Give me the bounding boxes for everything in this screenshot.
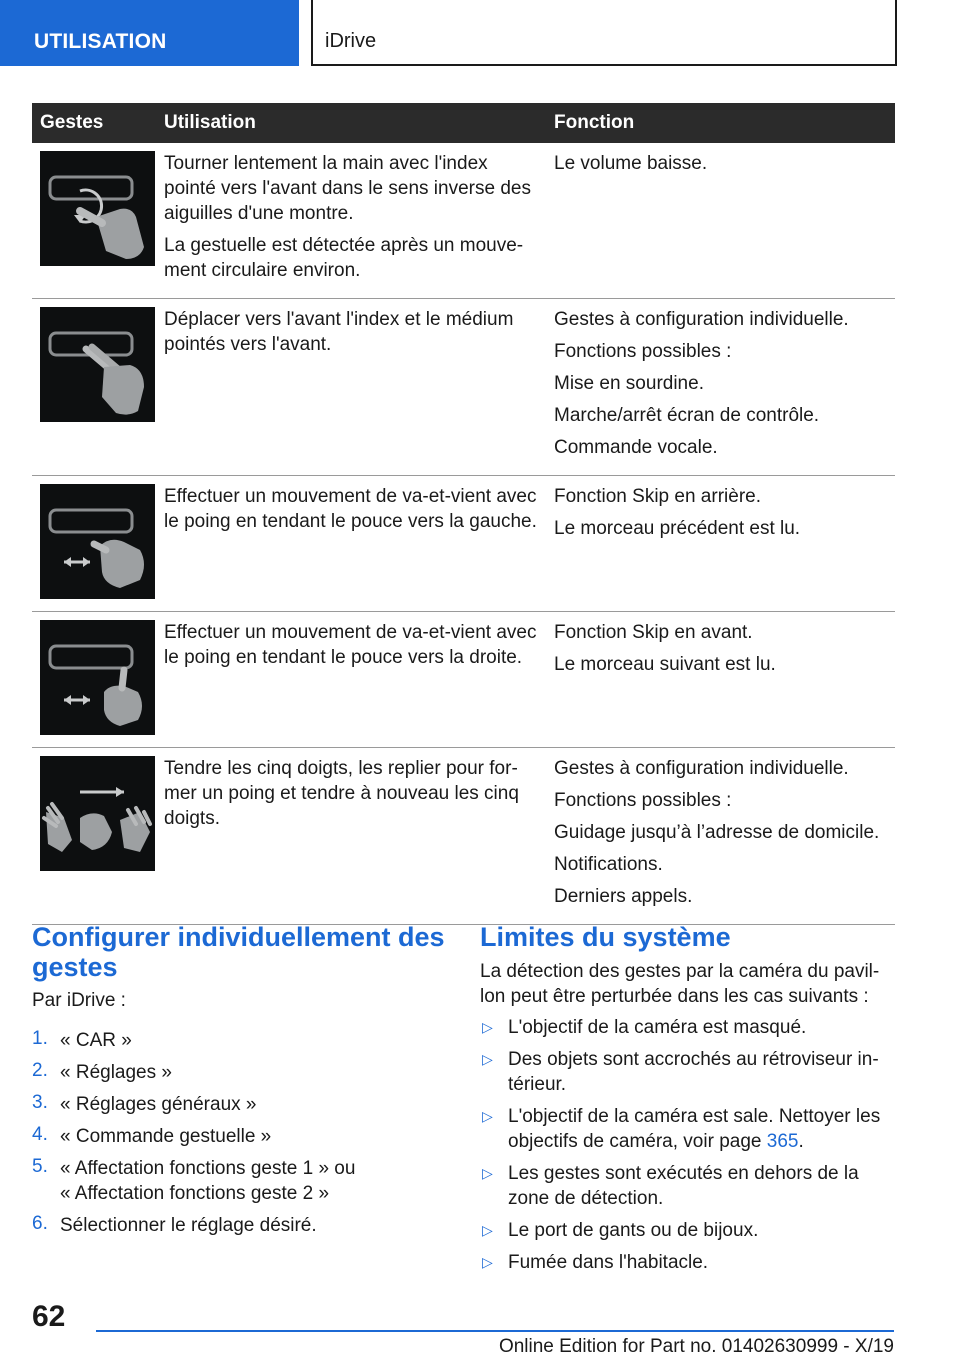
function-text: Le volume baisse. bbox=[554, 153, 708, 174]
function-cell bbox=[546, 612, 895, 748]
usage-cell bbox=[156, 476, 546, 612]
bullet-triangle-icon: ▷ bbox=[482, 1254, 493, 1270]
function-text: Fonctions possibles : bbox=[554, 790, 732, 811]
column-header-utilisation: Utilisation bbox=[156, 103, 546, 143]
chapter-tab bbox=[311, 0, 897, 66]
column-header-gestes: Gestes bbox=[32, 103, 156, 143]
function-text: Gestes à configuration individuelle. bbox=[554, 758, 849, 779]
bullet-triangle-icon: ▷ bbox=[482, 1222, 493, 1238]
limits-item bbox=[508, 1129, 804, 1154]
section-tab bbox=[0, 0, 299, 66]
limits-item: L'objectif de la caméra est sale. Nettoyer les bbox=[508, 1106, 881, 1127]
limits-item-text: . bbox=[798, 1131, 804, 1152]
footer-divider bbox=[96, 1330, 894, 1332]
step-number: 3. bbox=[32, 1092, 48, 1113]
function-cell bbox=[546, 476, 895, 612]
table-row bbox=[32, 612, 895, 748]
gesture-cell bbox=[32, 143, 156, 299]
table-row bbox=[32, 476, 895, 612]
gesture-cell bbox=[32, 612, 156, 748]
step-text: Sélectionner le réglage désiré. bbox=[60, 1215, 317, 1236]
table-row bbox=[32, 748, 895, 925]
bullet-triangle-icon: ▷ bbox=[482, 1019, 493, 1035]
two-finger-point-gesture-icon bbox=[40, 307, 155, 422]
configure-intro: Par iDrive : bbox=[32, 990, 126, 1011]
column-header-fonction: Fonction bbox=[546, 103, 895, 143]
gesture-cell bbox=[32, 748, 156, 925]
limits-intro: lon peut être perturbée dans les cas suivants : bbox=[480, 986, 869, 1007]
function-text: Derniers appels. bbox=[554, 886, 693, 907]
step-number: 2. bbox=[32, 1060, 48, 1081]
step-text: « Affectation fonctions geste 1 » ou bbox=[60, 1158, 356, 1179]
step-number: 1. bbox=[32, 1028, 48, 1049]
limits-item: térieur. bbox=[508, 1074, 567, 1095]
usage-cell bbox=[156, 143, 546, 299]
function-text: Notifications. bbox=[554, 854, 663, 875]
usage-cell bbox=[156, 299, 546, 476]
function-text: Le morceau précédent est lu. bbox=[554, 518, 801, 539]
function-text: Gestes à configuration individuelle. bbox=[554, 309, 849, 330]
usage-text: Effectuer un mouvement de va-et-vient avec le poing en tendant le pouce vers la droite. bbox=[164, 622, 537, 668]
configure-heading-line1: Configurer individuellement des bbox=[32, 922, 445, 952]
function-text: Fonction Skip en arrière. bbox=[554, 486, 761, 507]
page-number: 62 bbox=[32, 1300, 66, 1333]
step-number: 5. bbox=[32, 1156, 48, 1177]
step-number: 6. bbox=[32, 1213, 48, 1234]
limits-item: Les gestes sont exécutés en dehors de la bbox=[508, 1163, 859, 1184]
step-text: « CAR » bbox=[60, 1030, 132, 1051]
usage-text: Déplacer vers l'avant l'index et le médium pointés vers l'avant. bbox=[164, 309, 514, 355]
section-title: UTILISATION bbox=[34, 30, 167, 53]
edition-footer: Online Edition for Part no. 01402630999 - X/19 bbox=[498, 1336, 894, 1357]
limits-item: Fumée dans l'habitacle. bbox=[508, 1252, 709, 1273]
limits-item-text: objectifs de caméra, voir page bbox=[508, 1131, 767, 1152]
function-cell bbox=[546, 748, 895, 925]
step-number: 4. bbox=[32, 1124, 48, 1145]
step-text: « Réglages généraux » bbox=[60, 1094, 257, 1115]
open-close-hand-gesture-icon bbox=[40, 756, 155, 871]
limits-intro: La détection des gestes par la caméra du pavil- bbox=[480, 961, 880, 982]
step-text: « Commande gestuelle » bbox=[60, 1126, 272, 1147]
limits-heading: Limites du système bbox=[480, 922, 731, 952]
table-header-row bbox=[32, 103, 895, 143]
limits-item: Le port de gants ou de bijoux. bbox=[508, 1220, 759, 1241]
function-text: Fonction Skip en avant. bbox=[554, 622, 753, 643]
gesture-table bbox=[32, 103, 895, 925]
rotate-counterclockwise-gesture-icon bbox=[40, 151, 155, 266]
bullet-triangle-icon: ▷ bbox=[482, 1051, 493, 1067]
limits-item: zone de détection. bbox=[508, 1188, 664, 1209]
step-text: « Affectation fonctions geste 2 » bbox=[60, 1183, 330, 1204]
page-reference-link[interactable]: 365 bbox=[766, 1131, 799, 1152]
chapter-title: iDrive bbox=[325, 30, 377, 52]
gesture-cell bbox=[32, 476, 156, 612]
configure-heading-line2: gestes bbox=[32, 952, 118, 982]
table-row bbox=[32, 143, 895, 299]
step-text: « Réglages » bbox=[60, 1062, 172, 1083]
usage-cell bbox=[156, 748, 546, 925]
configure-heading bbox=[32, 922, 445, 982]
function-text: Mise en sourdine. bbox=[554, 373, 704, 394]
function-text: Marche/arrêt écran de contrôle. bbox=[554, 405, 820, 426]
gesture-cell bbox=[32, 299, 156, 476]
function-text: Guidage jusqu’à l’adresse de domicile. bbox=[554, 822, 880, 843]
bullet-triangle-icon: ▷ bbox=[482, 1108, 493, 1124]
usage-text: Effectuer un mouvement de va-et-vient avec le poing en tendant le pouce vers la gauche. bbox=[164, 486, 537, 532]
limits-item: Des objets sont accrochés au rétroviseur in- bbox=[508, 1049, 879, 1070]
usage-text: Tourner lentement la main avec l'index pointé vers l'avant dans le sens inverse des aiguilles d'une montre. bbox=[164, 153, 531, 224]
thumb-left-swipe-gesture-icon bbox=[40, 484, 155, 599]
function-text: Fonctions possibles : bbox=[554, 341, 732, 362]
table-row bbox=[32, 299, 895, 476]
bullet-triangle-icon: ▷ bbox=[482, 1165, 493, 1181]
usage-cell bbox=[156, 612, 546, 748]
usage-text: Tendre les cinq doigts, les replier pour former un poing et tendre à nouveau les cinq doigts. bbox=[164, 758, 519, 829]
function-text: Le morceau suivant est lu. bbox=[554, 654, 776, 675]
usage-text: La gestuelle est détectée après un mouvement circulaire environ. bbox=[164, 235, 524, 281]
function-text: Commande vocale. bbox=[554, 437, 718, 458]
function-cell bbox=[546, 143, 895, 299]
limits-item: L'objectif de la caméra est masqué. bbox=[508, 1017, 807, 1038]
thumb-right-swipe-gesture-icon bbox=[40, 620, 155, 735]
function-cell bbox=[546, 299, 895, 476]
